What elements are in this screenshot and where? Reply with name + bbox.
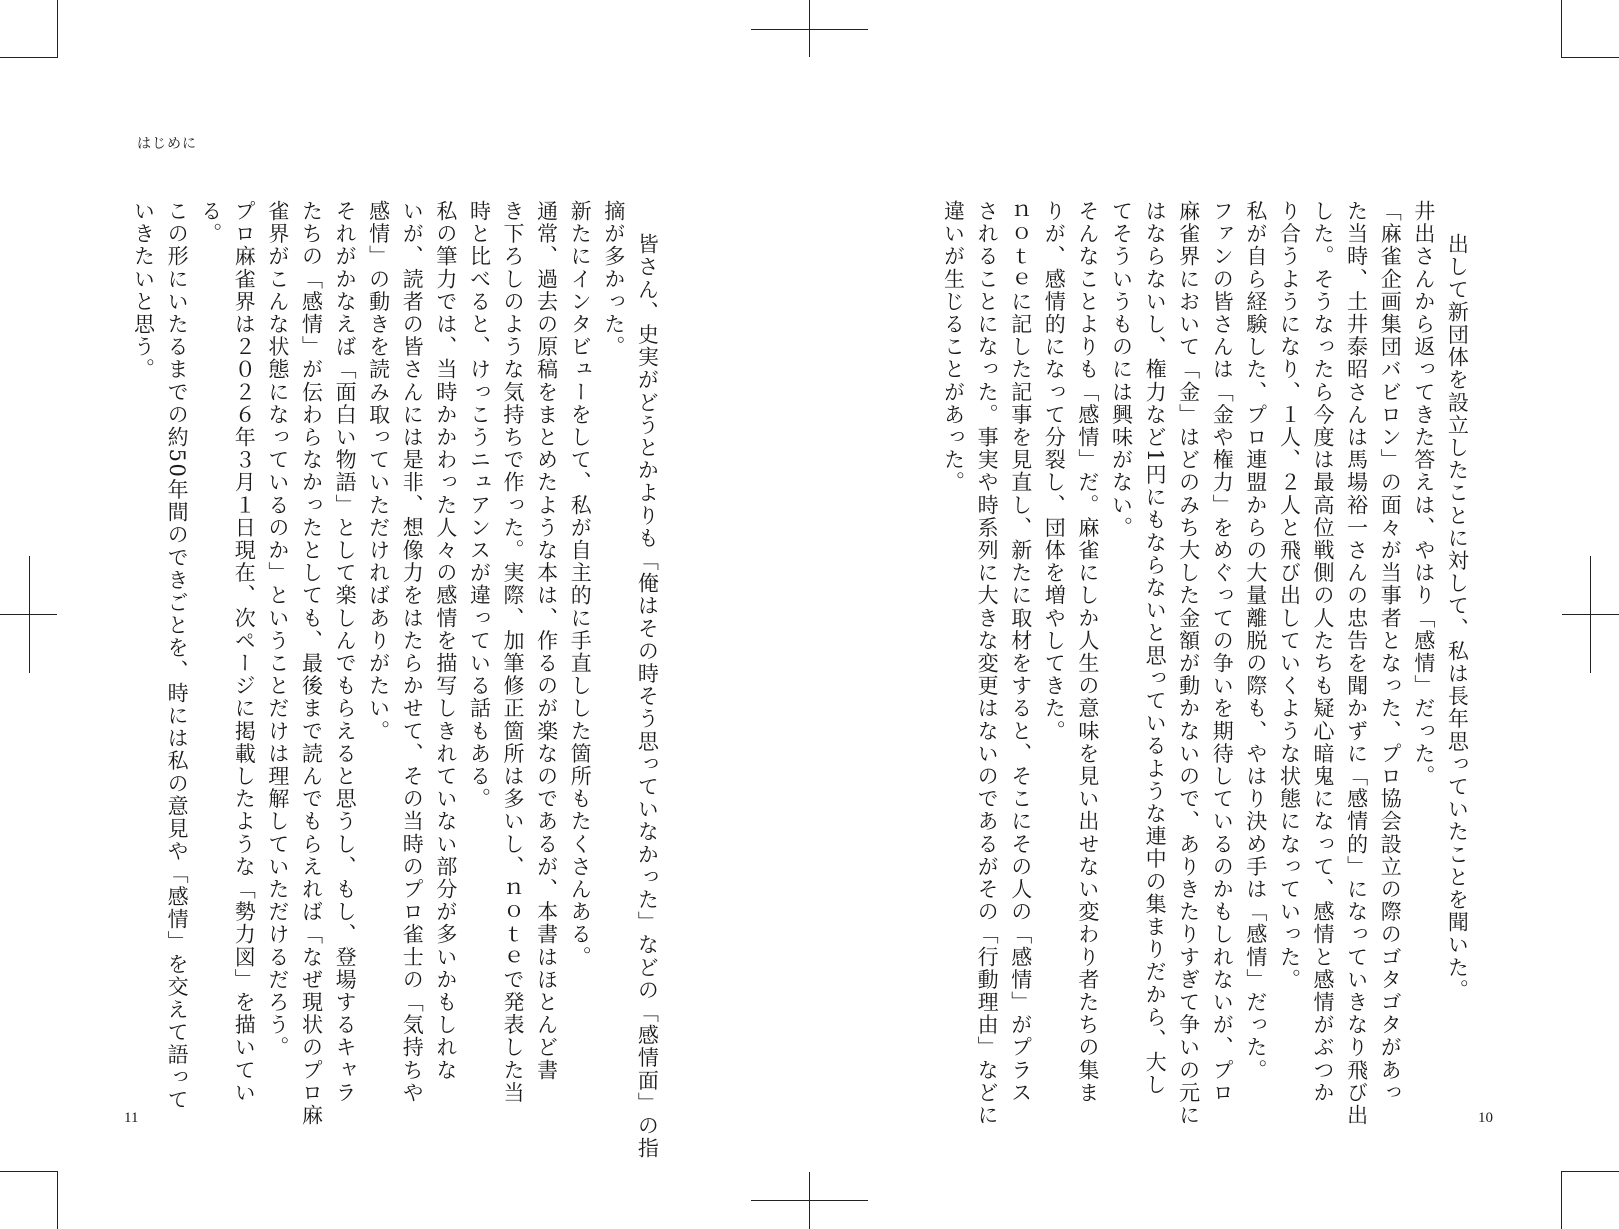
- crop-mark-top-right-h: [1561, 57, 1619, 58]
- crop-mark-bottom-left-v: [57, 1172, 58, 1229]
- crop-mark-top-left-v: [57, 0, 58, 57]
- crop-mark-bottom-left-h: [0, 1171, 58, 1172]
- text-line: そんなことよりも「感情」だ。麻雀にしか人生の意味を見い出せない変わり者たちの集ま: [1075, 200, 1100, 1104]
- page-number-left: 11: [124, 1110, 139, 1126]
- text-line: それがかなえば「面白い物語」として楽しんでもらえると思うし、もし、登場するキャラ: [333, 200, 358, 1104]
- text-line: 皆さん、史実がどうとかよりも「俺はその時そう思っていなかった」などの「感情面」の指: [635, 233, 660, 1160]
- text-line: 感情」の動きを読み取っていただければありがたい。: [366, 200, 391, 743]
- text-line: 麻雀界において「金」はどのみち大した金額が動かないので、ありきたりすぎて争いの元に: [1176, 200, 1201, 1127]
- registration-mark-left-h: [0, 614, 57, 615]
- crop-mark-bottom-right-h: [1561, 1171, 1619, 1172]
- text-line: てそういうものには興味がない。: [1109, 200, 1134, 539]
- text-line: 新たにインタビューをして、私が自主的に手直しした箇所もたくさんある。: [568, 200, 593, 969]
- registration-mark-top-h: [751, 29, 868, 30]
- text-line: 出して新団体を設立したことに対して、私は長年思っていたことを聞いた。: [1445, 233, 1470, 1002]
- right-page: [809, 0, 1619, 1229]
- text-line: ｎｏｔｅに記した記事を見直し、新たに取材をすると、そこにその人の「感情」がプラス: [1008, 200, 1033, 1104]
- crop-mark-bottom-right-v: [1561, 1172, 1562, 1229]
- text-line: 雀界がこんな状態になっているのか」ということだけは理解していただけるだろう。: [265, 200, 290, 1059]
- crop-mark-top-left-h: [0, 57, 58, 58]
- text-line: りが、感情的になって分裂し、団体を増やしてきた。: [1042, 200, 1067, 743]
- text-line: 私が自ら経験した、プロ連盟からの大量離脱の際も、やはり決め手は「感情」だった。: [1243, 200, 1268, 1082]
- crop-mark-top-right-v: [1561, 0, 1562, 57]
- registration-mark-bottom-h: [751, 1200, 868, 1201]
- text-line: この形にいたるまでの約50年間のできごとを、時には私の意見や「感情」を交えて語って: [165, 200, 190, 1112]
- registration-mark-right-h: [1562, 614, 1619, 615]
- running-head: はじめに: [137, 136, 197, 152]
- text-line: されることになった。事実や時系列に大きな変更はないのであるがその「行動理由」などに: [975, 200, 1000, 1127]
- text-line: 通常、過去の原稿をまとめたような本は、作るのが楽なのであるが、本書はほとんど書: [534, 200, 559, 1082]
- text-line: き下ろしのような気持ちで作った。実際、加筆修正箇所は多いし、ｎｏｔｅで発表した当: [501, 200, 526, 1104]
- text-line: 「麻雀企画集団バビロン」の面々が当事者となった、プロ協会設立の際のゴタゴタがあっ: [1378, 200, 1403, 1104]
- text-line: 私の筆力では、当時かかわった人々の感情を描写しきれていない部分が多いかもしれな: [433, 200, 458, 1082]
- page-number-right: 10: [1478, 1110, 1493, 1126]
- text-line: ファンの皆さんは「金や権力」をめぐっての争いを期待しているのかもしれないが、プロ: [1210, 200, 1235, 1104]
- text-line: プロ麻雀界は２０２６年３月１日現在、次ページに掲載したような「勢力図」を描いてい: [232, 200, 257, 1104]
- text-line: 違いが生じることがあった。: [941, 200, 966, 494]
- text-line: る。: [198, 200, 223, 246]
- text-line: 井出さんから返ってきた答えは、やはり「感情」だった。: [1411, 200, 1436, 788]
- text-line: いが、読者の皆さんには是非、想像力をはたらかせて、その当時のプロ雀士の「気持ちや: [400, 200, 425, 1104]
- text-line: した。そうなったら今度は最高位戦側の人たちも疑心暗鬼になって、感情と感情がぶつか: [1311, 200, 1336, 1104]
- text-line: り合うようになり、１人、２人と飛び出していくような状態になっていった。: [1277, 200, 1302, 991]
- text-line: いきたいと思う。: [131, 200, 156, 381]
- text-line: はならないし、権力など1円にもならないと思っているような連中の集まりだから、大し: [1143, 200, 1168, 1097]
- text-line: 時と比べると、けっこうニュアンスが違っている話もある。: [467, 200, 492, 811]
- text-line: た当時、土井泰昭さんは馬場裕一さんの忠告を聞かずに「感情的」になっていきなり飛び出: [1344, 200, 1369, 1127]
- text-line: たちの「感情」が伝わらなかったとしても、最後まで読んでもらえれば「なぜ現状のプロ麻: [299, 200, 324, 1127]
- text-line: 摘が多かった。: [601, 200, 626, 359]
